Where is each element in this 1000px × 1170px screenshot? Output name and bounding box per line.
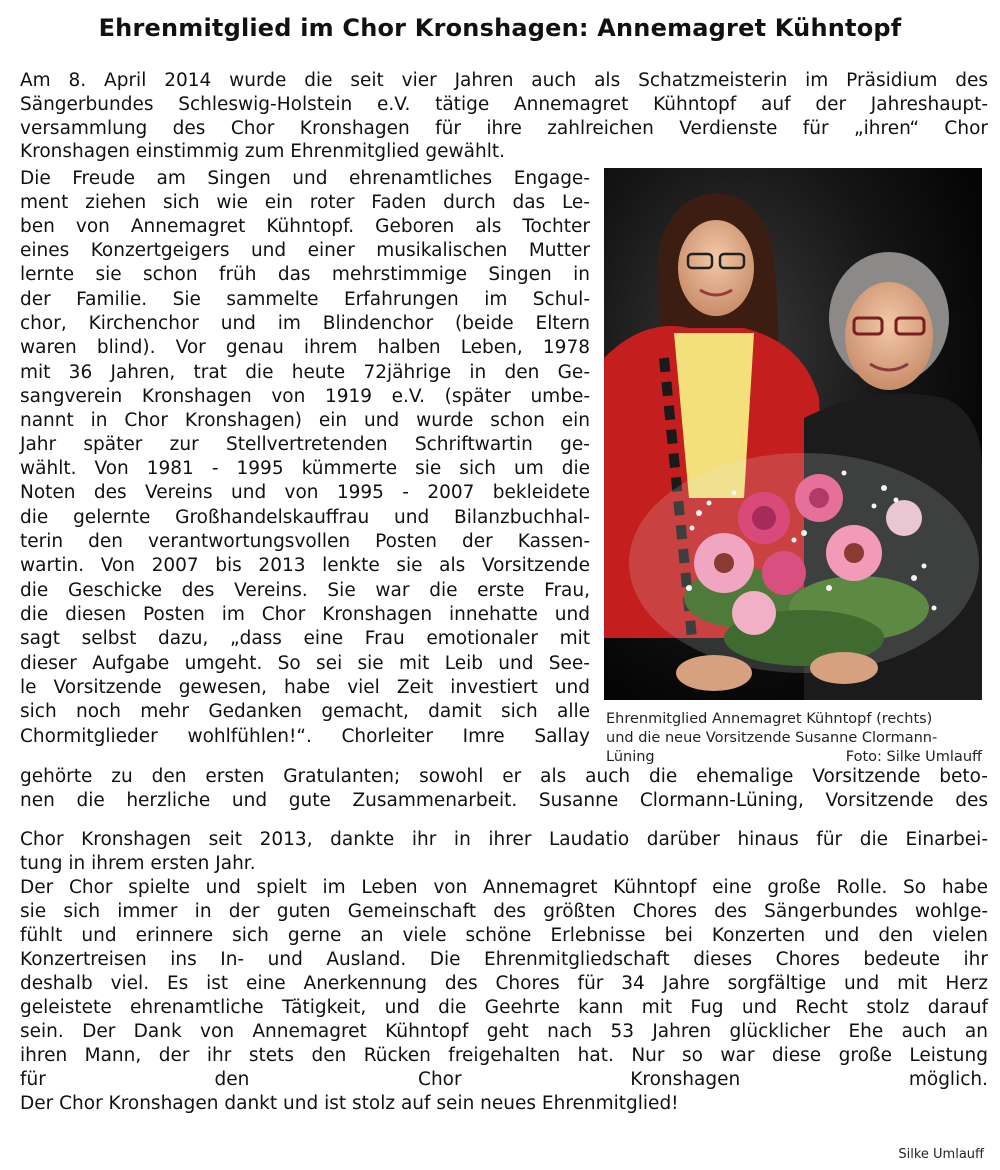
body-line: Noten des Vereins und von 1995 - 2007 bekleidete bbox=[20, 482, 590, 503]
photo-illustration bbox=[604, 168, 982, 700]
body-line: eines Konzertgeigers und einer musikalischen Mutter bbox=[20, 240, 590, 261]
body-line: ben von Annemagret Kühntopf. Geboren als Tochter bbox=[20, 216, 590, 237]
body-line: lernte sie schon früh das mehrstimmige Singen in bbox=[20, 264, 590, 285]
body-line: nen die herzliche und gute Zusammenarbeit. Susanne Clormann-Lüning, Vorsitzende des bbox=[20, 790, 988, 811]
body-line: sagt selbst dazu, „dass eine Frau emotionaler mit bbox=[20, 628, 590, 649]
body-line: Sängerbundes Schleswig-Holstein e.V. tätige Annemagret Kühntopf auf der Jahreshaupt- bbox=[20, 94, 988, 115]
body-line: ihren Mann, der ihr stets den Rücken freigehalten hat. Nur so war diese große Leistung bbox=[20, 1045, 988, 1066]
body-line: sie sich immer in der guten Gemeinschaft des größten Chores des Sängerbundes wohlge- bbox=[20, 901, 988, 922]
body-line: wählt. Von 1981 - 1995 kümmerte sie sich um die bbox=[20, 458, 590, 479]
article-author: Silke Umlauff bbox=[898, 1147, 984, 1162]
caption-line-3: Lüning bbox=[606, 749, 655, 765]
body-line: Der Chor Kronshagen dankt und ist stolz auf sein neues Ehrenmitglied! bbox=[20, 1093, 679, 1114]
body-line: die diesen Posten im Chor Kronshagen innehatte und bbox=[20, 604, 590, 625]
body-line: terin den verantwortungsvollen Posten der Kassen- bbox=[20, 531, 590, 552]
photo-caption bbox=[606, 710, 982, 767]
body-line: chor, Kirchenchor und im Blindenchor (beide Eltern bbox=[20, 313, 590, 334]
article-title: Ehrenmitglied im Chor Kronshagen: Annemagret Kühntopf bbox=[98, 14, 902, 42]
body-line: die Geschicke des Vereins. Sie war die erste Frau, bbox=[20, 580, 590, 601]
body-line: sein. Der Dank von Annemagret Kühntopf geht nach 53 Jahren glücklicher Ehe auch an bbox=[20, 1021, 988, 1042]
caption-line-2: und die neue Vorsitzende Susanne Clormann- bbox=[606, 730, 938, 746]
body-line: für den Chor Kronshagen möglich. bbox=[20, 1069, 988, 1090]
body-line: Konzertreisen ins In- und Ausland. Die Ehrenmitgliedschaft dieses Chores bedeute ihr bbox=[20, 949, 988, 970]
body-line: fühlt und erinnere sich gerne an viele schöne Erlebnisse bei Konzerten und den vielen bbox=[20, 925, 988, 946]
body-line: sangverein Kronshagen von 1919 e.V. (später umbe- bbox=[20, 386, 590, 407]
body-line: Chormitglieder wohlfühlen!“. Chorleiter Imre Sallay bbox=[20, 726, 590, 747]
body-line: Am 8. April 2014 wurde die seit vier Jahren auch als Schatzmeisterin im Präsidium des bbox=[20, 70, 988, 91]
caption-line-1: Ehrenmitglied Annemagret Kühntopf (rechts) bbox=[606, 711, 933, 727]
body-line: der Familie. Sie sammelte Erfahrungen im Schul- bbox=[20, 289, 590, 310]
body-line: deshalb viel. Es ist eine Anerkennung des Chores für 34 Jahre sorgfältige und mit Herz bbox=[20, 973, 988, 994]
photo-credit: Foto: Silke Umlauff bbox=[845, 749, 982, 765]
body-line: tung in ihrem ersten Jahr. bbox=[20, 853, 256, 874]
body-line: Kronshagen einstimmig zum Ehrenmitglied gewählt. bbox=[20, 141, 505, 162]
article-photo bbox=[604, 168, 982, 700]
body-line: mit 36 Jahren, trat die heute 72jährige in den Ge- bbox=[20, 362, 590, 383]
body-line: Die Freude am Singen und ehrenamtliches Engage- bbox=[20, 168, 590, 189]
body-line: le Vorsitzende gewesen, habe viel Zeit investiert und bbox=[20, 677, 590, 698]
body-line: Jahr später zur Stellvertretenden Schriftwartin ge- bbox=[20, 434, 590, 455]
body-line: Chor Kronshagen seit 2013, dankte ihr in ihrer Laudatio darüber hinaus für die Einarbei- bbox=[20, 829, 988, 850]
body-line: nannt in Chor Kronshagen) ein und wurde schon ein bbox=[20, 410, 590, 431]
body-line: waren blind). Vor genau ihrem halben Leben, 1978 bbox=[20, 337, 590, 358]
body-line: gehörte zu den ersten Gratulanten; sowohl er als auch die ehemalige Vorsitzende beto- bbox=[20, 766, 988, 787]
body-line: geleistete ehrenamtliche Tätigkeit, und die Geehrte kann mit Fug und Recht stolz darauf bbox=[20, 997, 988, 1018]
body-line: dieser Aufgabe umgeht. So sei sie mit Leib und See- bbox=[20, 653, 590, 674]
body-line: die gelernte Großhandelskauffrau und Bilanzbuchhal- bbox=[20, 507, 590, 528]
body-line: Der Chor spielte und spielt im Leben von Annemagret Kühntopf eine große Rolle. So habe bbox=[20, 877, 988, 898]
body-line: ment ziehen sich wie ein roter Faden durch das Le- bbox=[20, 192, 590, 213]
body-line: wartin. Von 2007 bis 2013 lenkte sie als Vorsitzende bbox=[20, 555, 590, 576]
body-line: versammlung des Chor Kronshagen für ihre zahlreichen Verdienste für „ihren“ Chor bbox=[20, 118, 988, 139]
body-line: sich noch mehr Gedanken gemacht, damit sich alle bbox=[20, 701, 590, 722]
